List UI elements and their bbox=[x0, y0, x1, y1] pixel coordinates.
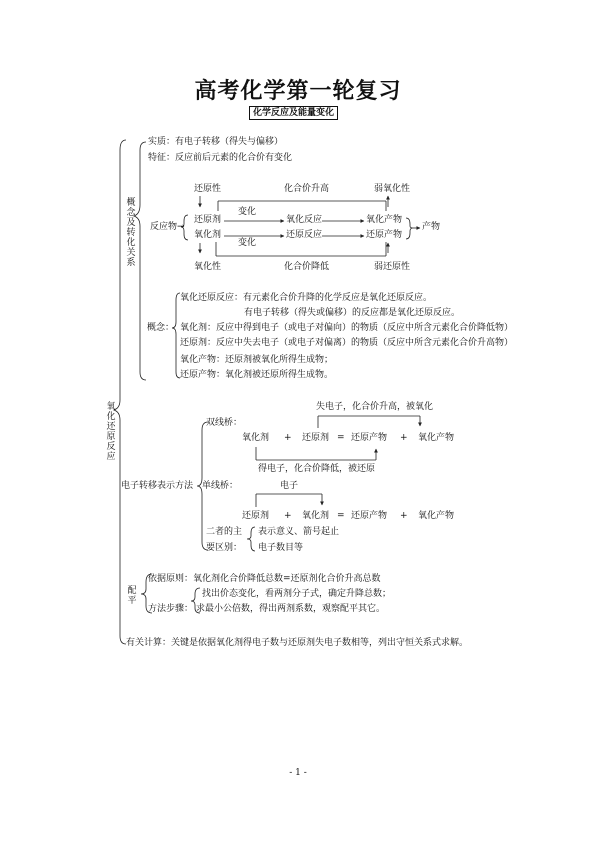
equation-term: 氧化剂 bbox=[302, 511, 330, 521]
double-bridge-bottom: 得电子，化合价降低，被还原 bbox=[258, 464, 376, 474]
root-label: 氧化还原反应 bbox=[106, 402, 116, 462]
equation-term: 还原产物 bbox=[351, 511, 388, 521]
equation-term: + bbox=[400, 433, 408, 443]
concept-line: 还原产物：氧化剂被还原所得生成物。 bbox=[180, 370, 334, 380]
difference-item: 电子数目等 bbox=[258, 543, 304, 553]
page-title: 高考化学第一轮复习 bbox=[194, 79, 402, 104]
equation-term: + bbox=[284, 511, 292, 521]
balance-step: 找出价态变化，看两剂分子式，确定升降总数； bbox=[202, 589, 392, 599]
difference-item: 表示意义、箭号起止 bbox=[258, 527, 340, 537]
calculation-text: 有关计算：关键是依据氧化剂得电子数与还原剂失电子数相等，列出守恒关系式求解。 bbox=[126, 638, 469, 648]
balance-principle: 依据原则：氧化剂化合价降低总数=还原剂化合价升高总数 bbox=[148, 574, 381, 584]
single-bridge-top: 电子 bbox=[280, 481, 299, 491]
single-bridge-label: 单线桥： bbox=[202, 481, 239, 491]
equation-term: = bbox=[337, 433, 345, 443]
equation-term: + bbox=[284, 433, 292, 443]
feature-text: 特征：反应前后元素的化合价有变化 bbox=[148, 153, 293, 163]
oxidation-reaction-label: 氧化反应 bbox=[286, 215, 323, 225]
oxidant-label: 氧化剂 bbox=[194, 230, 222, 240]
difference-label: 二者的主 bbox=[206, 527, 243, 537]
equation-term: 氧化产物 bbox=[418, 433, 455, 443]
concept-line: 还原剂：反应中失去电子（或电子对偏离）的物质（反应中所含元素化合价升高物） bbox=[180, 338, 514, 348]
bottom-left-label: 氧化性 bbox=[194, 262, 222, 272]
top-left-label: 还原性 bbox=[194, 184, 222, 194]
balance-group-label: 配平 bbox=[127, 586, 137, 606]
equation-term: 还原剂 bbox=[302, 433, 330, 443]
concept-line: 氧化产物：还原剂被氧化所得生成物； bbox=[180, 355, 334, 365]
equation-term: + bbox=[400, 511, 408, 521]
reactants-label: 反应物→ bbox=[150, 222, 185, 232]
equation-term: 还原产物 bbox=[351, 433, 388, 443]
page-number: - 1 - bbox=[289, 768, 307, 778]
reduction-product-label: 还原产物 bbox=[366, 230, 403, 240]
bottom-right-label: 弱还原性 bbox=[374, 262, 411, 272]
reductant-label: 还原剂 bbox=[194, 215, 222, 225]
concept-line: 氧化剂：反应中得到电子（或电子对偏向）的物质（反应中所含元素化合价降低物） bbox=[180, 323, 514, 333]
difference-label: 要区别： bbox=[206, 543, 243, 553]
top-right-label: 弱氧化性 bbox=[374, 184, 411, 194]
balance-method-label: 方法步骤： bbox=[148, 604, 194, 614]
page-subtitle: 化学反应及能量变化 bbox=[249, 106, 338, 120]
root-brace bbox=[114, 140, 126, 644]
reduction-reaction-label: 还原反应 bbox=[286, 230, 323, 240]
balance-step: 求最小公倍数，得出两剂系数，观察配平其它。 bbox=[196, 604, 386, 614]
oxidation-product-label: 氧化产物 bbox=[366, 215, 403, 225]
concept-line: 氧化还原反应：有元素化合价升降的化学反应是氧化还原反应。 bbox=[180, 293, 433, 303]
concepts-label: 概念： bbox=[147, 323, 175, 333]
essence-text: 实质：有电子转移（得失与偏移） bbox=[148, 137, 284, 147]
equation-term: 氧化产物 bbox=[418, 511, 455, 521]
change-label-1: 变化 bbox=[238, 207, 257, 217]
equation-term: 还原剂 bbox=[242, 511, 270, 521]
product-label: 产物 bbox=[422, 222, 441, 232]
transfer-group-label: 电子转移表示方法 bbox=[121, 481, 194, 491]
equation-term: = bbox=[337, 511, 345, 521]
top-mid-label: 化合价升高 bbox=[284, 184, 330, 194]
double-bridge-label: 双线桥： bbox=[206, 418, 243, 428]
change-label-2: 变化 bbox=[238, 238, 257, 248]
bottom-mid-label: 化合价降低 bbox=[284, 262, 330, 272]
concept-group-label: 概念及转化关系 bbox=[126, 198, 136, 268]
equation-term: 氧化剂 bbox=[242, 433, 270, 443]
double-bridge-top: 失电子，化合价升高，被氧化 bbox=[316, 402, 434, 412]
concept-line: 有电子转移（得失或偏移）的反应都是氧化还原反应。 bbox=[244, 308, 461, 318]
